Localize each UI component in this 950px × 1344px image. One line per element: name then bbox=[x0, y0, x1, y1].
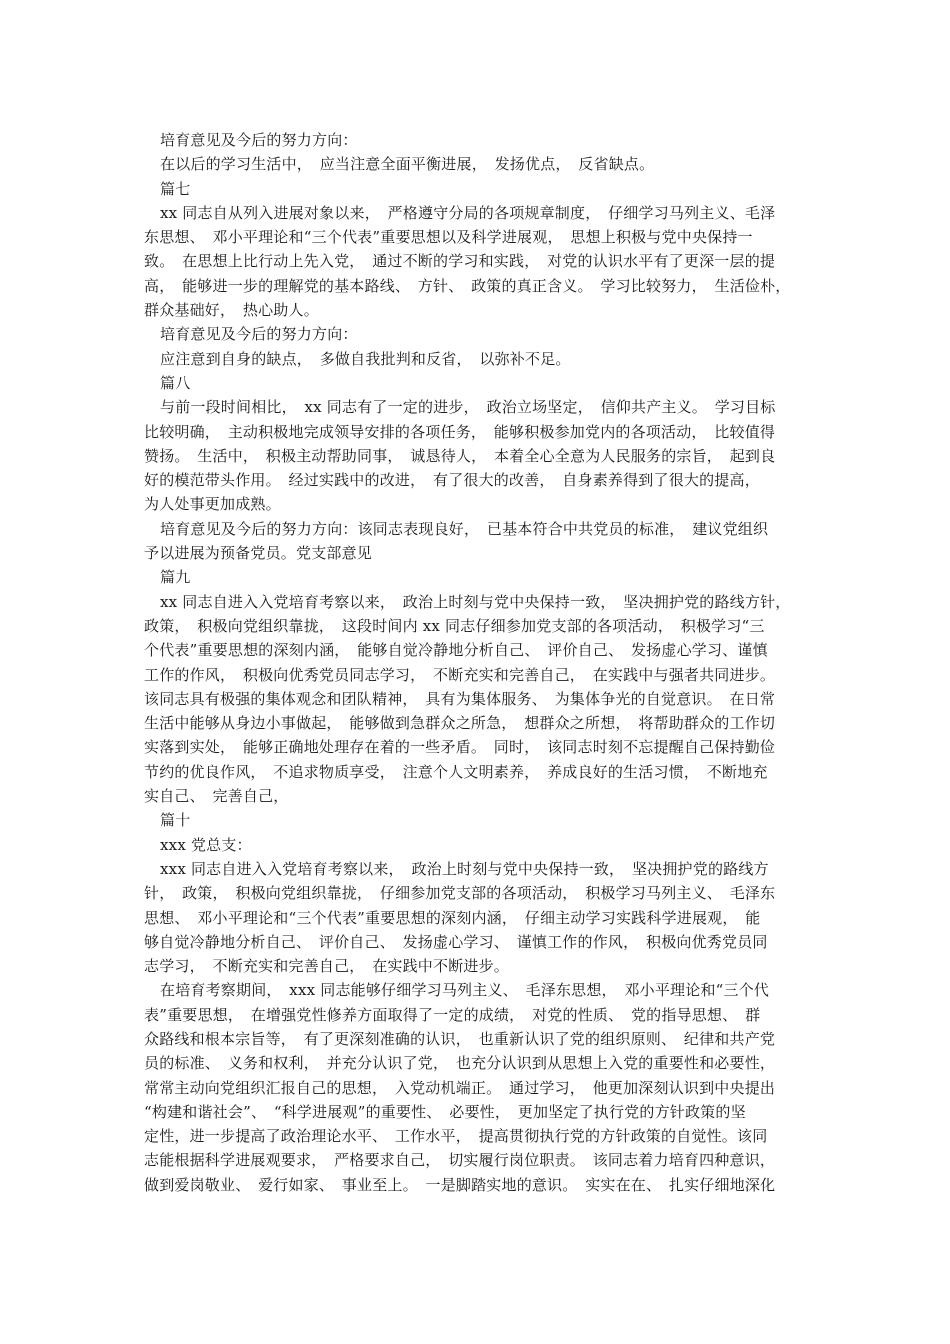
text-line: 培育意见及今后的努力方向：该同志表现良好， 已基本符合中共党员的标准， 建议党组织 bbox=[160, 519, 769, 538]
text-line: 篇十 bbox=[160, 811, 191, 830]
text-line: 在以后的学习生活中， 应当注意全面平衡进展， 发扬优点， 反省缺点。 bbox=[160, 155, 655, 174]
text-line: xxx 同志自进入入党培育考察以来， 政治上时刻与党中央保持一致， 坚决拥护党的路线方 bbox=[160, 859, 769, 878]
text-line: 为人处事更加成熟。 bbox=[144, 495, 281, 514]
text-line: 群众基础好， 热心助人。 bbox=[144, 301, 319, 320]
text-line: 员的标准、 义务和权利， 并充分认识了党， 也充分认识到从思想上入党的重要性和必要性， bbox=[144, 1054, 776, 1073]
text-line: “构建和谐社会”、 “科学进展观”的重要性、 必要性， 更加坚定了执行党的方针政策的坚 bbox=[144, 1102, 746, 1121]
text-line: 与前一段时间相比， xx 同志有了一定的进步， 政治立场坚定， 信仰共产主义。 学习目标 bbox=[160, 398, 776, 417]
text-line: 该同志具有极强的集体观念和团队精神， 具有为集体服务、 为集体争光的自觉意识。 在日常 bbox=[144, 689, 776, 708]
text-line: 个代表”重要思想的深刻内涵， 能够自觉冷静地分析自己、 评价自己、 发扬虚心学习、谨慎 bbox=[144, 641, 768, 660]
text-line: 针， 政策， 积极向党组织靠拢， 仔细参加党支部的各项活动， 积极学习马列主义、 毛泽东 bbox=[144, 884, 776, 903]
text-line: 实落到实处， 能够正确地处理存在着的一些矛盾。 同时， 该同志时刻不忘提醒自己保持勤俭 bbox=[144, 738, 776, 757]
text-line: 工作的作风， 积极向优秀党员同志学习， 不断充实和完善自己， 在实践中与强者共同进步。 bbox=[144, 665, 776, 684]
text-line: 应注意到自身的缺点， 多做自我批判和反省， 以弥补不足。 bbox=[160, 349, 571, 368]
text-line: 实自己、 完善自己， bbox=[144, 787, 289, 806]
text-line: 篇八 bbox=[160, 373, 191, 392]
text-line: 常常主动向党组织汇报自己的思想， 入党动机端正。 通过学习， 他更加深刻认识到中央提出 bbox=[144, 1078, 776, 1097]
text-line: 培育意见及今后的努力方向： bbox=[160, 131, 358, 149]
text-line: 比较明确， 主动积极地完成领导安排的各项任务， 能够积极参加党内的各项活动， 比较值得 bbox=[144, 422, 776, 441]
text-line: 东思想、 邓小平理论和“三个代表”重要思想以及科学进展观， 思想上积极与党中央保持一 bbox=[144, 228, 753, 247]
text-line: 志能根据科学进展观要求， 严格要求自己， 切实履行岗位职责。 该同志着力培育四种意识， bbox=[144, 1151, 776, 1170]
text-line: 众路线和根本宗旨等， 有了更深刻准确的认识， 也重新认识了党的组织原则、 纪律和共产党 bbox=[144, 1029, 776, 1048]
text-line: 做到爱岗敬业、 爱行如家、 事业至上。 一是脚踏实地的意识。 实实在在、 扎实仔细地深化 bbox=[144, 1175, 776, 1194]
text-line: 生活中能够从身边小事做起， 能够做到急群众之所急， 想群众之所想， 将帮助群众的工作切 bbox=[144, 714, 776, 733]
text-line: 赞扬。 生活中， 积极主动帮助同事， 诚恳待人， 本着全心全意为人民服务的宗旨， 起到良 bbox=[144, 446, 776, 465]
text-line: 培育意见及今后的努力方向： bbox=[160, 325, 358, 344]
text-line: 政策， 积极向党组织靠拢， 这段时间内 xx 同志仔细参加党支部的各项活动， 积极学习“三 bbox=[144, 616, 765, 635]
text-line: xxx 党总支： bbox=[160, 835, 252, 854]
document-body bbox=[140, 128, 820, 1197]
text-line: 予以进展为预备党员。党支部意见 bbox=[144, 544, 373, 563]
text-line: 在培育考察期间， xxx 同志能够仔细学习马列主义、 毛泽东思想， 邓小平理论和“三个代 bbox=[160, 981, 770, 1000]
text-line: xx 同志自从列入进展对象以来， 严格遵守分局的各项规章制度， 仔细学习马列主义、毛泽 bbox=[160, 203, 776, 222]
text-line: 够自觉冷静地分析自己、 评价自己、 发扬虚心学习、 谨慎工作的作风， 积极向优秀党员同 bbox=[144, 932, 768, 951]
text-line: 节约的优良作风， 不追求物质享受， 注意个人文明素养， 养成良好的生活习惯， 不断地充 bbox=[144, 762, 768, 781]
text-line: 高， 能够进一步的理解党的基本路线、 方针、 政策的真正含义。 学习比较努力， 生活俭朴， bbox=[144, 276, 791, 295]
text-line: 定性，进一步提高了政治理论水平、 工作水平， 提高贯彻执行党的方针政策的自觉性。该同 bbox=[144, 1127, 768, 1146]
text-line: 篇九 bbox=[160, 568, 191, 587]
text-line: 表”重要思想， 在增强党性修养方面取得了一定的成绩， 对党的性质、 党的指导思想、 群 bbox=[144, 1005, 761, 1024]
text-line: 致。 在思想上比行动上先入党， 通过不断的学习和实践， 对党的认识水平有了更深一层的提 bbox=[144, 252, 776, 271]
text-line: 好的模范带头作用。 经过实践中的改进， 有了很大的改善， 自身素养得到了很大的提高， bbox=[144, 471, 760, 490]
text-line: xx 同志自进入入党培育考察以来， 政治上时刻与党中央保持一致， 坚决拥护党的路线方针， bbox=[160, 592, 791, 611]
text-line: 思想、 邓小平理论和“三个代表”重要思想的深刻内涵， 仔细主动学习实践科学进展观， 能 bbox=[144, 908, 761, 927]
text-line: 篇七 bbox=[160, 179, 191, 198]
text-line: 志学习， 不断充实和完善自己， 在实践中不断进步。 bbox=[144, 957, 510, 976]
